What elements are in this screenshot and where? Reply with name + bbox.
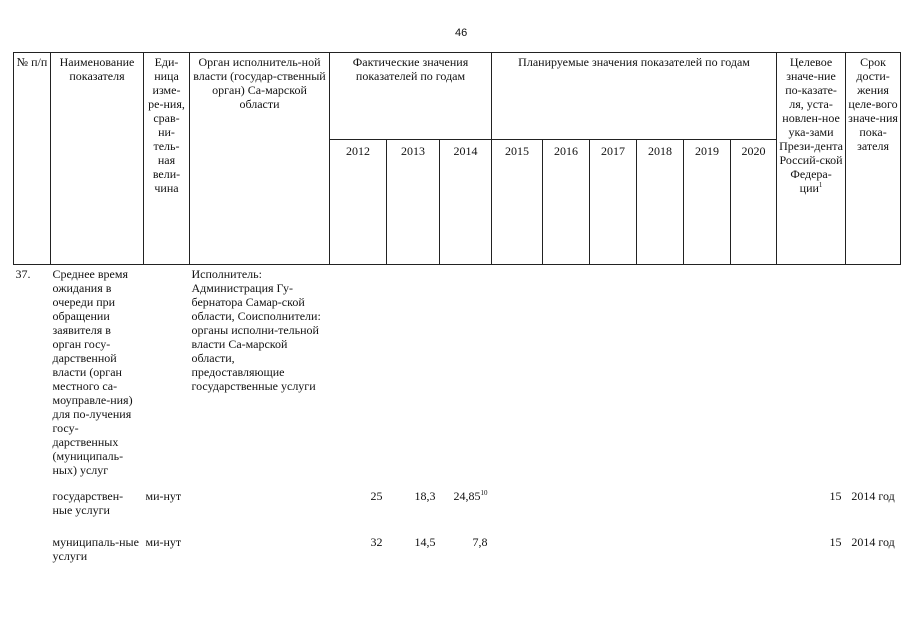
target-value: 15 bbox=[829, 534, 842, 549]
value-2014: 7,8 bbox=[472, 534, 488, 549]
year-header: 2012 bbox=[330, 140, 387, 265]
indicators-table bbox=[13, 52, 901, 573]
table-row bbox=[14, 487, 901, 533]
value-2012: 32 bbox=[370, 534, 383, 549]
header-name: Наименование показателя bbox=[51, 53, 144, 265]
year-header: 2019 bbox=[684, 140, 731, 265]
year-header: 2018 bbox=[637, 140, 684, 265]
subrow-unit: ми-нут bbox=[145, 488, 182, 503]
header-target: Целевое значе-ние по-казате-ля, уста-новлен-ное ука-зами Прези-дента Россий-ской Федера-ции$^1$ bbox=[777, 53, 846, 265]
subrow-unit: ми-нут bbox=[145, 534, 182, 549]
year-header: 2016 bbox=[543, 140, 590, 265]
row-number: 37. bbox=[15, 267, 31, 281]
header-organ: Орган исполнитель-ной власти (государ-ственный орган) Са-марской области bbox=[190, 53, 330, 265]
header-num: № п/п bbox=[14, 53, 51, 265]
table-row bbox=[14, 265, 901, 487]
organ-text: Исполнитель: Администрация Гу-бернатора Самар-ской области, Соисполнители: органы исполни-тельной власти Са-марской области, предоставляющие государственные услуги bbox=[191, 267, 321, 393]
year-header: 2014 bbox=[440, 140, 492, 265]
year-header: 2015 bbox=[492, 140, 543, 265]
subrow-name: муниципаль-ные услуги bbox=[52, 534, 139, 563]
value-2012: 25 bbox=[370, 488, 383, 503]
header-deadline: Срок дости-жения целе-вого значе-ния пока-зателя bbox=[846, 53, 901, 265]
year-header: 2013 bbox=[387, 140, 440, 265]
header-unit: Еди-ница изме-ре-ния, срав-ни-тель-ная вели-чина bbox=[144, 53, 190, 265]
indicator-name: Среднее время ожидания в очереди при обращении заявителя в орган госу-дарственной власти (орган местного са-моуправле-ния) для по-лучения госу-дарственных (муниципаль-ных) услуг bbox=[52, 267, 133, 477]
page-number: 46 bbox=[455, 27, 468, 39]
value-2013: 14,5 bbox=[414, 534, 436, 549]
target-value: 15 bbox=[829, 488, 842, 503]
deadline-value: 2014 год bbox=[851, 534, 895, 549]
deadline-value: 2014 год bbox=[851, 488, 895, 503]
value-2014: 24,85$^{10}$ bbox=[453, 488, 488, 503]
header-planned: Планируемые значения показателей по годам bbox=[492, 53, 777, 140]
subrow-name: государствен-ные услуги bbox=[52, 488, 124, 517]
header-actual: Фактические значения показателей по годам bbox=[330, 53, 492, 140]
year-header: 2017 bbox=[590, 140, 637, 265]
value-2013: 18,3 bbox=[414, 488, 436, 503]
table-row bbox=[14, 533, 901, 573]
year-header: 2020 bbox=[731, 140, 777, 265]
